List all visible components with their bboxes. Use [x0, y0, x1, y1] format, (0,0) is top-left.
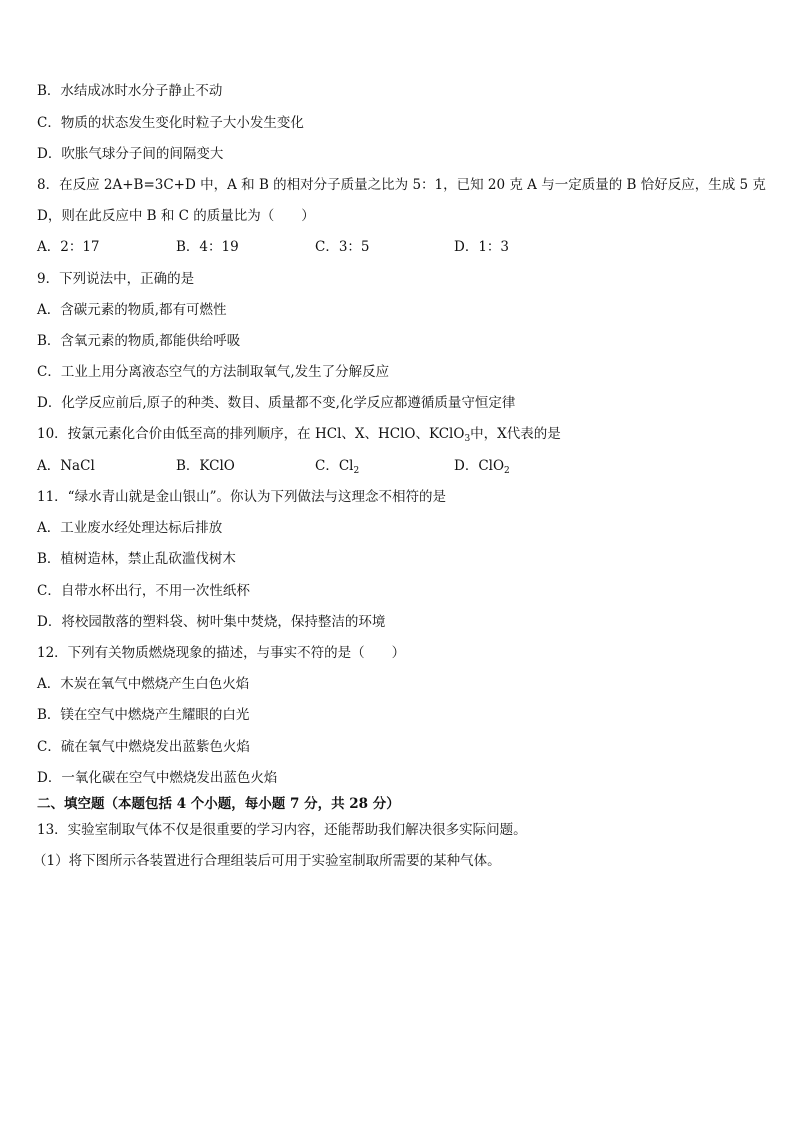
q11-option-c: C．自带水杯出行，不用一次性纸杯 — [37, 583, 250, 599]
q12-option-d: D．一氧化碳在空气中燃烧发出蓝色火焰 — [37, 770, 278, 786]
q10-stem-subscript: 3 — [464, 434, 471, 444]
q8-option-d: D．1：3 — [454, 239, 510, 255]
q10-stem-tail: 中，X代表的是 — [470, 426, 561, 442]
q8-option-b: B．4：19 — [176, 239, 239, 255]
q8-option-c: C．3：5 — [315, 239, 370, 255]
q8-stem-line1: 8．在反应 2A+B=3C+D 中，A 和 B 的相对分子质量之比为 5：1，已知 20 克 A 与一定质量的 B 恰好反应，生成 5 克 — [37, 177, 766, 193]
q7-option-d: D．吹胀气球分子间的间隔变大 — [37, 146, 224, 162]
q12-option-b: B．镁在空气中燃烧产生耀眼的白光 — [37, 707, 250, 723]
q8-stem-line2: D，则在此反应中 B 和 C 的质量比为（ ） — [37, 208, 315, 224]
q10-option-c-subscript: 2 — [353, 466, 360, 476]
q12-option-c: C．硫在氧气中燃烧发出蓝紫色火焰 — [37, 739, 250, 755]
q11-option-b: B．植树造林，禁止乱砍滥伐树木 — [37, 551, 236, 567]
q7-option-c: C．物质的状态发生变化时粒子大小发生变化 — [37, 115, 304, 131]
q9-option-d: D．化学反应前后,原子的种类、数目、质量都不变,化学反应都遵循质量守恒定律 — [37, 395, 516, 411]
q10-options — [37, 457, 764, 475]
q11-option-d: D．将校园散落的塑料袋、树叶集中焚烧，保持整洁的环境 — [37, 614, 386, 630]
q13-stem: 13．实验室制取气体不仅是很重要的学习内容，还能帮助我们解决很多实际问题。 — [37, 822, 527, 838]
q11-stem: 11．“绿水青山就是金山银山”。你认为下列做法与这理念不相符的是 — [37, 489, 446, 505]
q10-option-d-text: D．ClO — [454, 458, 505, 474]
q13-part1: （1）将下图所示各装置进行合理组装后可用于实验室制取所需要的某种气体。 — [33, 853, 501, 869]
q9-option-b: B．含氧元素的物质,都能供给呼吸 — [37, 333, 241, 349]
q10-stem — [37, 425, 764, 443]
q10-option-d — [454, 457, 510, 475]
q8-option-a: A．2：17 — [37, 239, 100, 255]
q8-options — [37, 238, 764, 256]
q10-stem-text: 10．按氯元素化合价由低至高的排列顺序，在 HCl、X、HClO、KClO — [37, 426, 465, 442]
q9-stem: 9．下列说法中，正确的是 — [37, 271, 195, 287]
q9-option-c: C．工业上用分离液态空气的方法制取氧气,发生了分解反应 — [37, 364, 390, 380]
q11-option-a: A．工业废水经处理达标后排放 — [37, 520, 223, 536]
q10-option-b: B．KClO — [176, 458, 235, 474]
q12-option-a: A．木炭在氧气中燃烧产生白色火焰 — [37, 676, 250, 692]
q10-option-c-text: C．Cl — [315, 458, 354, 474]
q10-option-d-subscript: 2 — [504, 466, 510, 476]
q9-option-a: A．含碳元素的物质,都有可燃性 — [37, 302, 227, 318]
section-heading: 二、填空题（本题包括 4 个小题，每小题 7 分，共 28 分） — [37, 796, 400, 812]
q10-option-a: A．NaCl — [37, 458, 95, 474]
q7-option-b: B．水结成冰时水分子静止不动 — [37, 83, 223, 99]
q10-option-c — [315, 457, 454, 475]
q12-stem: 12．下列有关物质燃烧现象的描述，与事实不符的是（ ） — [37, 645, 406, 661]
